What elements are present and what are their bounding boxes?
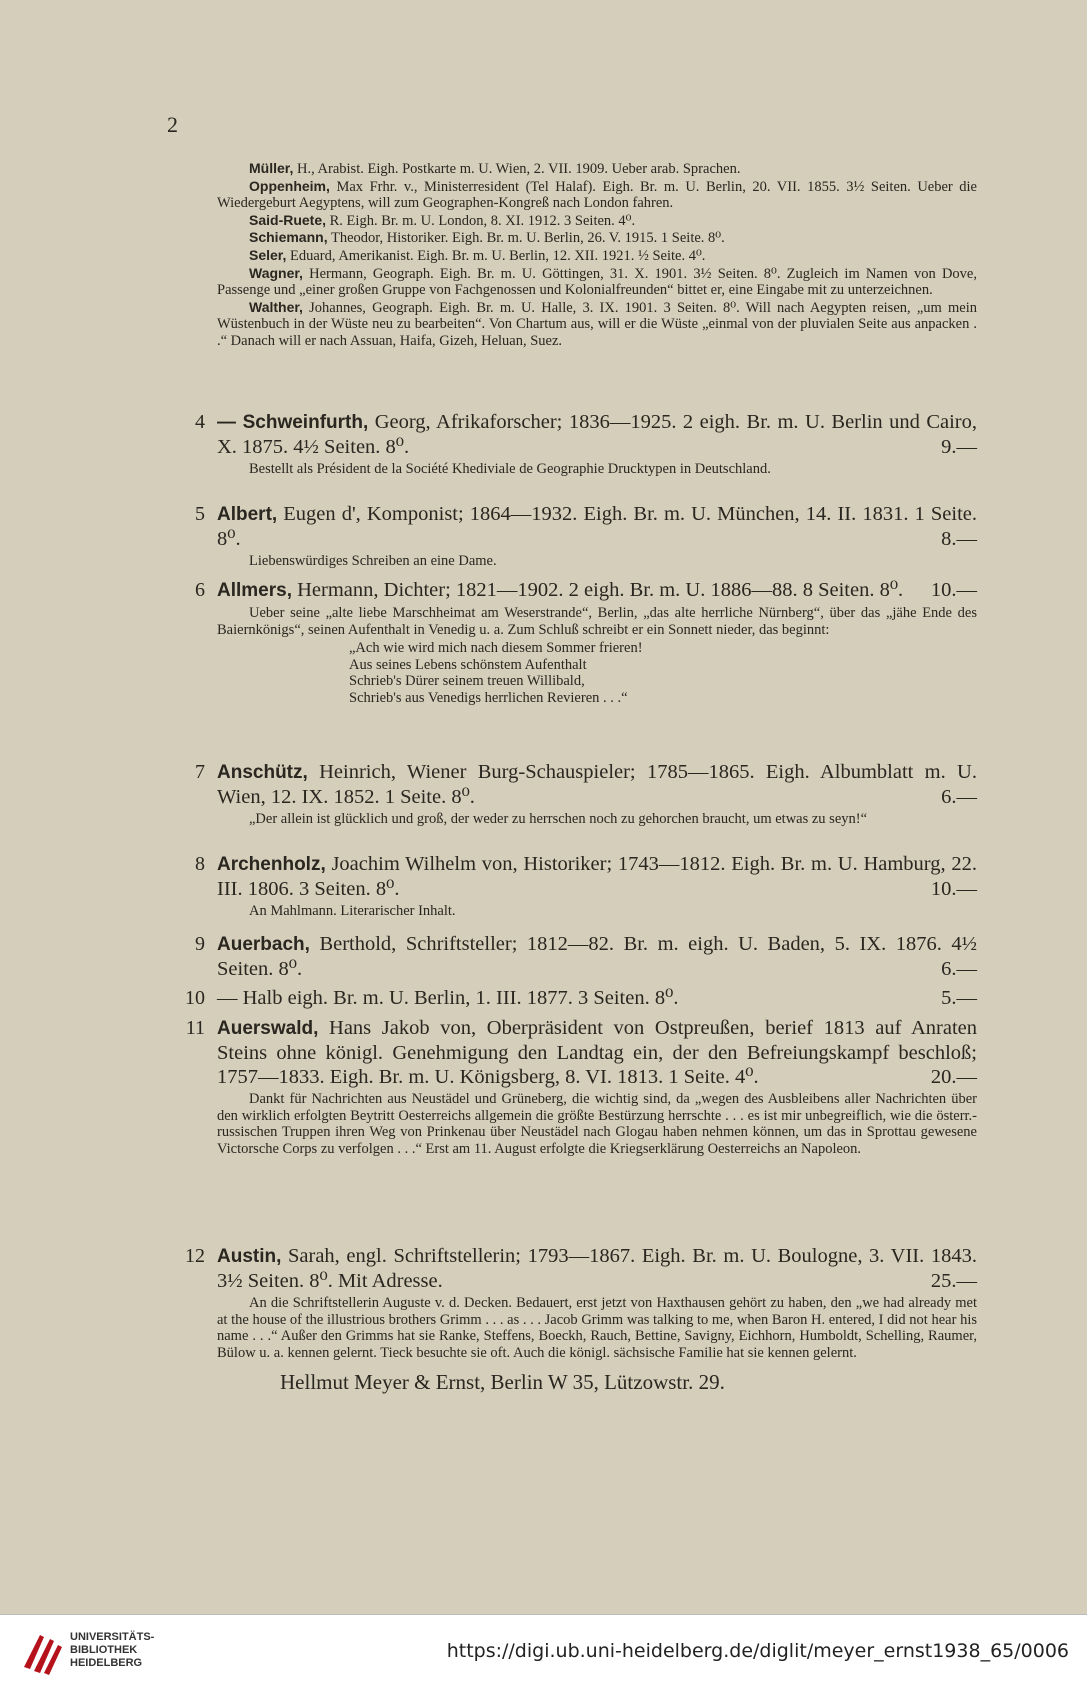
entry-text: Eugen d', Komponist; 1864—1932. Eigh. Br. m. U. München, 14. II. 1831. 1 Seite. 8⁰.	[217, 503, 977, 550]
catalog-entry-12	[185, 1244, 977, 1361]
entry-desc-text: Liebenswürdiges Schreiben an eine Dame.	[249, 553, 497, 569]
entry-price: 9.—	[941, 436, 977, 458]
intro-line	[217, 178, 977, 212]
entry-description	[217, 461, 977, 478]
intro-name: Said-Ruete,	[249, 211, 327, 228]
entry-price: 6.—	[941, 786, 977, 808]
catalog-entry-4	[195, 410, 977, 478]
entry-heading	[217, 1244, 977, 1293]
catalog-entry-11	[185, 1016, 977, 1157]
intro-line	[217, 229, 977, 247]
catalog-entry-5	[195, 502, 977, 570]
catalog-entry-8	[195, 852, 977, 920]
entry-price: 5.—	[941, 987, 977, 1009]
poem-line: Aus seines Lebens schönstem Aufenthalt	[349, 656, 587, 673]
library-name-line: HEIDELBERG	[70, 1657, 143, 1669]
page-number: 2	[167, 112, 178, 137]
entry-price: 10.—	[930, 878, 977, 900]
entry-desc-text: An die Schriftstellerin Auguste v. d. Decken. Bedauert, erst jetzt von Haxthausen gehört zu haben, den „we had already met at the house of the illustrious brothers Grimm . . . as . . . Jacob Grimm was talking to me, when Baron H. entered, I did not hear his name . . .“ Außer den Grimms hat sie Ranke, Steffens, Boeckh, Rauch, Bettine, Savigny, Eichhorn, Humboldt, Schelling, Raumer, Bülow u. a. kennen gelernt. Tieck besuchte sie oft. Auch die königl. sächsische Familie hat sie kennen gelernt.	[217, 1295, 977, 1361]
library-footer-bar	[0, 1614, 1087, 1690]
entry-heading	[217, 986, 977, 1010]
entry-heading	[217, 852, 977, 901]
entry-name: Allmers,	[217, 580, 292, 601]
catalog-entry-7	[195, 760, 977, 828]
entry-heading	[217, 502, 977, 551]
entry-description	[217, 605, 977, 638]
intro-text: Max Frhr. v., Ministerresident (Tel Halaf). Eigh. Br. m. U. Berlin, 20. VII. 1855. 3½ Seiten. Ueber die Wiedergeburt Aegyptens, will zum Geographen-Kongreß nach London fahren.	[217, 178, 977, 212]
intro-name: Schiemann,	[249, 229, 328, 246]
entry-number: 6	[195, 579, 205, 601]
entry-price: 6.—	[941, 958, 977, 980]
intro-text: H., Arabist. Eigh. Postkarte m. U. Wien, 2. VII. 1909. Ueber arab. Sprachen.	[293, 161, 741, 177]
intro-line	[217, 160, 977, 178]
entry-price: 10.—	[930, 579, 977, 601]
intro-name: Müller,	[249, 160, 294, 176]
entry-price: 8.—	[941, 528, 977, 550]
catalog-entry-10	[185, 986, 977, 1010]
intro-name: Walther,	[249, 298, 303, 315]
intro-list	[217, 160, 977, 350]
document-url-link[interactable]: https://digi.ub.uni-heidelberg.de/diglit/meyer_ernst1938_65/0006	[446, 1640, 1069, 1662]
entry-description	[217, 553, 977, 570]
intro-line	[217, 265, 977, 299]
catalog-entry-9	[195, 932, 977, 981]
library-name-line: BIBLIOTHEK	[70, 1644, 138, 1656]
entry-name: Auerbach,	[217, 934, 310, 955]
entry-description	[217, 1091, 977, 1157]
library-name-line: UNIVERSITÄTS-	[70, 1631, 155, 1643]
entry-number: 7	[195, 761, 205, 783]
entry-text: Georg, Afrikaforscher; 1836—1925. 2 eigh. Br. m. U. Berlin und Cairo, X. 1875. 4½ Seiten. 8⁰.	[217, 411, 977, 458]
intro-text: Theodor, Historiker. Eigh. Br. m. U. Berlin, 26. V. 1915. 1 Seite. 8⁰.	[327, 230, 725, 247]
entry-desc-text: Ueber seine „alte liebe Marschheimat am Weserstrande“, Berlin, „das alte herrliche Nürnberg“, über das „jähe Ende des Baiernkönigs“, seinen Aufenthalt in Venedig u. a. Zum Schluß schreibt er ein Sonnett nieder, das beginnt:	[217, 605, 977, 638]
entry-name: Anschütz,	[217, 762, 308, 783]
catalog-entry-6	[195, 578, 977, 707]
entry-number: 8	[195, 853, 205, 875]
entry-text: Berthold, Schriftsteller; 1812—82. Br. m. eigh. U. Baden, 5. IX. 1876. 4½ Seiten. 8⁰.	[217, 933, 977, 980]
entry-text: Hans Jakob von, Oberpräsident von Ostpreußen, berief 1813 auf Anraten Steins ohne königl. Genehmigung den Landtag ein, der den Befreiungskampf beschloß; 1757—1833. Eigh. Br. m. U. Königsberg, 8. VI. 1813. 1 Seite. 4⁰.	[217, 1017, 977, 1088]
intro-name: Oppenheim,	[249, 177, 330, 194]
intro-text: Johannes, Geograph. Eigh. Br. m. U. Halle, 3. IX. 1901. 3 Seiten. 8⁰. Will nach Aegypten reisen, „um mein Wüstenbuch in der Wüste neu zu bearbeiten“. Von Chartum aus, will er die Wüste „einmal von der pluvialen Seite aus anpacken . .“ Danach will er nach Assuan, Haifa, Gizeh, Heluan, Suez.	[217, 299, 977, 349]
entry-description	[217, 903, 977, 920]
intro-text: R. Eigh. Br. m. U. London, 8. XI. 1912. 3 Seiten. 4⁰.	[326, 212, 636, 229]
poem-line: Schrieb's Dürer seinem treuen Willibald,	[349, 673, 585, 690]
entry-desc-text: Bestellt als Président de la Société Khediviale de Geographie Drucktypen in Deutschland.	[249, 461, 771, 477]
intro-text: Eduard, Amerikanist. Eigh. Br. m. U. Berlin, 12. XII. 1921. ½ Seite. 4⁰.	[286, 247, 706, 264]
entry-name: Archenholz,	[217, 854, 326, 875]
intro-name: Seler,	[249, 246, 287, 263]
entry-text: Heinrich, Wiener Burg-Schauspieler; 1785—1865. Eigh. Albumblatt m. U. Wien, 12. IX. 1852. 1 Seite. 8⁰.	[217, 761, 977, 808]
library-logo-icon	[18, 1627, 68, 1679]
entry-heading	[217, 1016, 977, 1089]
intro-text: Hermann, Geograph. Eigh. Br. m. U. Göttingen, 31. X. 1901. 3½ Seiten. 8⁰. Zugleich im Namen von Dove, Passenge und „einer großen Gruppe von Fachgenossen und Kolonialfreunden“ bittet er, eine Eingabe mit zu unterzeichnen.	[217, 265, 977, 299]
publisher-line: Hellmut Meyer & Ernst, Berlin W 35, Lützowstr. 29.	[280, 1370, 725, 1394]
sonnet-quote	[349, 640, 977, 706]
entry-number: 4	[195, 411, 205, 433]
entry-heading	[217, 932, 977, 981]
entry-heading	[217, 410, 977, 459]
entry-text: — Halb eigh. Br. m. U. Berlin, 1. III. 1877. 3 Seiten. 8⁰.	[217, 987, 679, 1009]
entry-number: 12	[185, 1245, 205, 1267]
entry-description	[217, 1295, 977, 1361]
entry-name: Austin,	[217, 1246, 282, 1267]
entry-text: Joachim Wilhelm von, Historiker; 1743—1812. Eigh. Br. m. U. Hamburg, 22. III. 1806. 3 Seiten. 8⁰.	[217, 853, 977, 900]
entry-heading	[217, 760, 977, 809]
entry-price: 20.—	[930, 1066, 977, 1088]
intro-line	[217, 299, 977, 350]
library-name	[70, 1631, 154, 1670]
entry-number: 9	[195, 933, 205, 955]
entry-number: 5	[195, 503, 205, 525]
entry-text: Sarah, engl. Schriftstellerin; 1793—1867. Eigh. Br. m. U. Boulogne, 3. VII. 1843. 3½ Seiten. 8⁰. Mit Adresse.	[217, 1245, 977, 1292]
entry-number: 10	[185, 987, 205, 1009]
entry-price: 25.—	[930, 1270, 977, 1292]
entry-desc-text: Dankt für Nachrichten aus Neustädel und Grüneberg, die wichtig sind, da „wegen des Ausbleibens aller Nachrichten über den wirklich erfolgten Beytritt Oesterreichs allgemein die größte Bestürzung herrschte . . . es ist mir unbegreiflich, wie die österr.-russischen Truppen ihren Weg von Prinkenau über Neustädel nach Glogau haben nehmen können, um das in Sprottau gewesene Victorsche Corps zu verfolgen . . .“ Erst am 11. August erfolgte die Kriegserklärung Oesterreichs an Napoleon.	[217, 1091, 977, 1157]
entry-name: — Schweinfurth,	[217, 412, 369, 433]
poem-line: Schrieb's aus Venedigs herrlichen Revieren . . .“	[349, 689, 628, 706]
entry-name: Auerswald,	[217, 1018, 319, 1039]
entry-number: 11	[185, 1017, 205, 1039]
entry-desc-text: An Mahlmann. Literarischer Inhalt.	[249, 903, 456, 919]
entry-text: Hermann, Dichter; 1821—1902. 2 eigh. Br. m. U. 1886—88. 8 Seiten. 8⁰.	[291, 579, 904, 601]
intro-line	[217, 212, 977, 230]
intro-line	[217, 247, 977, 265]
entry-name: Albert,	[217, 504, 278, 525]
entry-desc-text: „Der allein ist glücklich und groß, der weder zu herrschen noch zu gehorchen braucht, um etwas zu seyn!“	[249, 811, 868, 827]
poem-line: „Ach wie wird mich nach diesem Sommer frieren!	[349, 640, 643, 657]
entry-description	[217, 811, 977, 828]
entry-heading	[217, 578, 977, 603]
intro-name: Wagner,	[249, 264, 303, 281]
